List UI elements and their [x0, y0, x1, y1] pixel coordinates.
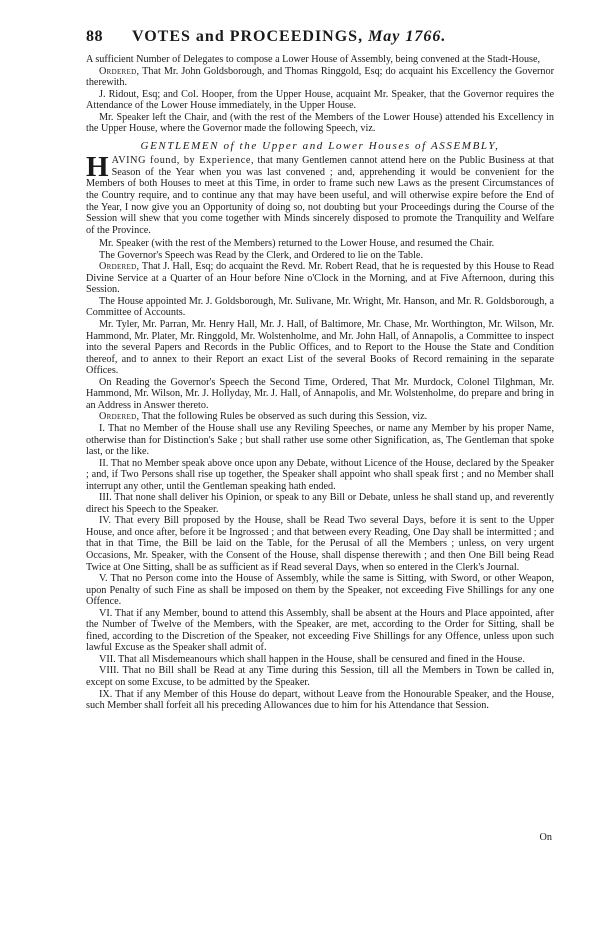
page-body — [86, 54, 554, 712]
governor-speech — [86, 151, 554, 236]
paragraph-speaker-left-chair: Mr. Speaker left the Chair, and (with the rest of the Members of the Lower House) attended his Excellency in the Upper House, where the Governor made the following Speech, viz. — [86, 111, 554, 135]
page-number: 88 — [86, 28, 103, 45]
rule-5: V. That no Person come into the House of Assembly, while the same is Sitting, with Sword, or other Weapon, upon Penalty of such Fine as shall be imposed on them by the Speaker, not exceeding Five Shillings for any one Offence. — [86, 573, 554, 608]
rule-3: III. That none shall deliver his Opinion, or speak to any Bill or Debate, unless he shall stand up, and reverently direct his Speech to the Speaker. — [86, 492, 554, 515]
paragraph-text: That Mr. John Goldsborough, and Thomas Ringgold, Esq; do acquaint his Excellency the Governor therewith. — [86, 65, 554, 89]
speech-address: GENTLEMEN of the Upper and Lower Houses of ASSEMBLY, — [140, 139, 500, 152]
paragraph-address-answer: On Reading the Governor's Speech the Second Time, Ordered, That Mr. Murdock, Colonel Tilghman, Mr. Hammond, Mr. Wilson, Mr. J. Hollyday, Mr. J. Hall, of Annapolis, and Mr. Wolstenholme, do prepare and bring in an Address in Answer thereto. — [86, 376, 554, 411]
rule-2: II. That no Member speak above once upon any Debate, without Licence of the House, declared by the Speaker ; and, if Two Persons shall rise up together, the Speaker shall appoint who shall speak first ; and no Member shall interrupt any other, until the Gentleman speaking hath ended. — [86, 457, 554, 492]
rule-4: IV. That every Bill proposed by the House, shall be Read Two several Days, before it is sent to the Upper House, and once after, before it be Ingrossed ; and that between every Reading, One Day shall be intermitted ; and that in that Time, the Bill be laid on the Table, for the Perusal of all the Members ; unless, on very urgent Occasions, Mr. Speaker, with the Consent of the House, shall dispense therewith ; and then One Bill being Read Twice at One Sitting, shall be as sufficient as if Read several Days, when so entered in the Clerk's Journal. — [86, 515, 554, 573]
rule-9: IX. That if any Member of this House do depart, without Leave from the Honourable Speaker, and the House, such Member shall forfeit all his preceding Allowances due to him for his Attendance that Session. — [86, 688, 554, 712]
ordered-lead: Ordered, — [99, 261, 140, 273]
paragraph-order-rules — [86, 411, 554, 423]
rule-7: VII. That all Misdemeanours which shall happen in the House, shall be censured and fined in the House. — [99, 653, 525, 665]
running-head-date: May 1766. — [368, 28, 447, 45]
catchword: On — [539, 832, 552, 843]
page-header — [86, 28, 552, 50]
drop-cap: H — [86, 151, 109, 184]
running-head — [132, 28, 446, 46]
rule-1: I. That no Member of the House shall use any Reviling Speeches, or name any Member by his proper Name, otherwise than for Distinction's Sake ; but shall rather use some other Signification, as, The Gentleman that spoke last, or the like. — [86, 422, 554, 458]
paragraph-order-acquaint-governor — [86, 66, 554, 89]
speech-lead: AVING found, by Experience, — [111, 155, 255, 167]
ordered-lead: Ordered, — [99, 65, 140, 77]
paragraph-delegates-convened: A sufficient Number of Delegates to compose a Lower House of Assembly, being convened at the Stadt-House, — [86, 54, 541, 65]
paragraph-text: That J. Hall, Esq; do acquaint the Revd. Mr. Robert Read, that he is requested by this House to Read Divine Service at a Quarter of an Hour before Nine o'Clock in the Morning, and at Five Afternoon, during this Session. — [86, 261, 554, 296]
rule-6: VI. That if any Member, bound to attend this Assembly, shall be absent at the Hours and Place appointed, after the Number of Twelve of the Members, with the Speaker, are met, according to the Order for Sitting, shall be fined, according to the Discretion of the Speaker, not exceeding Five Shillings for any Offence, unless upon such lawful Excuse as the Speaker shall admit of. — [86, 607, 554, 654]
paragraph-speaker-returned: Mr. Speaker (with the rest of the Members) returned to the Lower House, and resumed the Chair. — [99, 238, 495, 250]
running-head-title: VOTES and PROCEEDINGS, — [132, 28, 364, 45]
paragraph-order-divine-service — [86, 261, 554, 296]
paragraph-committee-records: Mr. Tyler, Mr. Parran, Mr. Henry Hall, Mr. J. Hall, of Baltimore, Mr. Chase, Mr. Worthington, Mr. Wilson, Mr. Hammond, Mr. Plater, Mr. Ringgold, Mr. Wolstenholme, and Mr. John Hall, of Annapolis, a Committee to inspect into the several Papers and Records in the Public Offices, and to Report to the House the State and Condition thereof, and to annex to their Report an exact List of the several Books of Record remaining in the separate Offices. — [86, 319, 554, 377]
ordered-lead: Ordered, — [99, 411, 140, 423]
speech-text: that many Gentlemen cannot attend here on the Public Business at that Season of the Year when you was last convened ; and, apprehending it would be convenient for the Members of both Houses to meet at this Time, in order to frame such new Laws as the present Circumstances of the Country require, and to continue any that may have been useful, and will otherwise expire before the End of the Year, I now give you an Opportunity of doing so, not doubting but your Proceedings during the Course of the Session will shew that you come together with Minds sincerely disposed to promote the Tranquility and Welfare of the Province. — [86, 155, 554, 236]
rule-8: VIII. That no Bill shall be Read at any Time during this Session, till all the Members in Town be called in, except on some Excuse, to be admitted by the Speaker. — [86, 665, 554, 688]
paragraph-text: That the following Rules be observed as such during this Session, viz. — [141, 411, 428, 423]
paragraph-committee-accounts: The House appointed Mr. J. Goldsborough, Mr. Sulivane, Mr. Wright, Mr. Hanson, and Mr. R. Goldsborough, a Committee of Accounts. — [86, 295, 554, 319]
paragraph-speech-read: The Governor's Speech was Read by the Clerk, and Ordered to lie on the Table. — [99, 249, 424, 261]
paragraph-upper-house-message: J. Ridout, Esq; and Col. Hooper, from the Upper House, acquaint Mr. Speaker, that the Governor requires the Attendance of the Lower House immediately, in the Upper House. — [86, 88, 554, 112]
